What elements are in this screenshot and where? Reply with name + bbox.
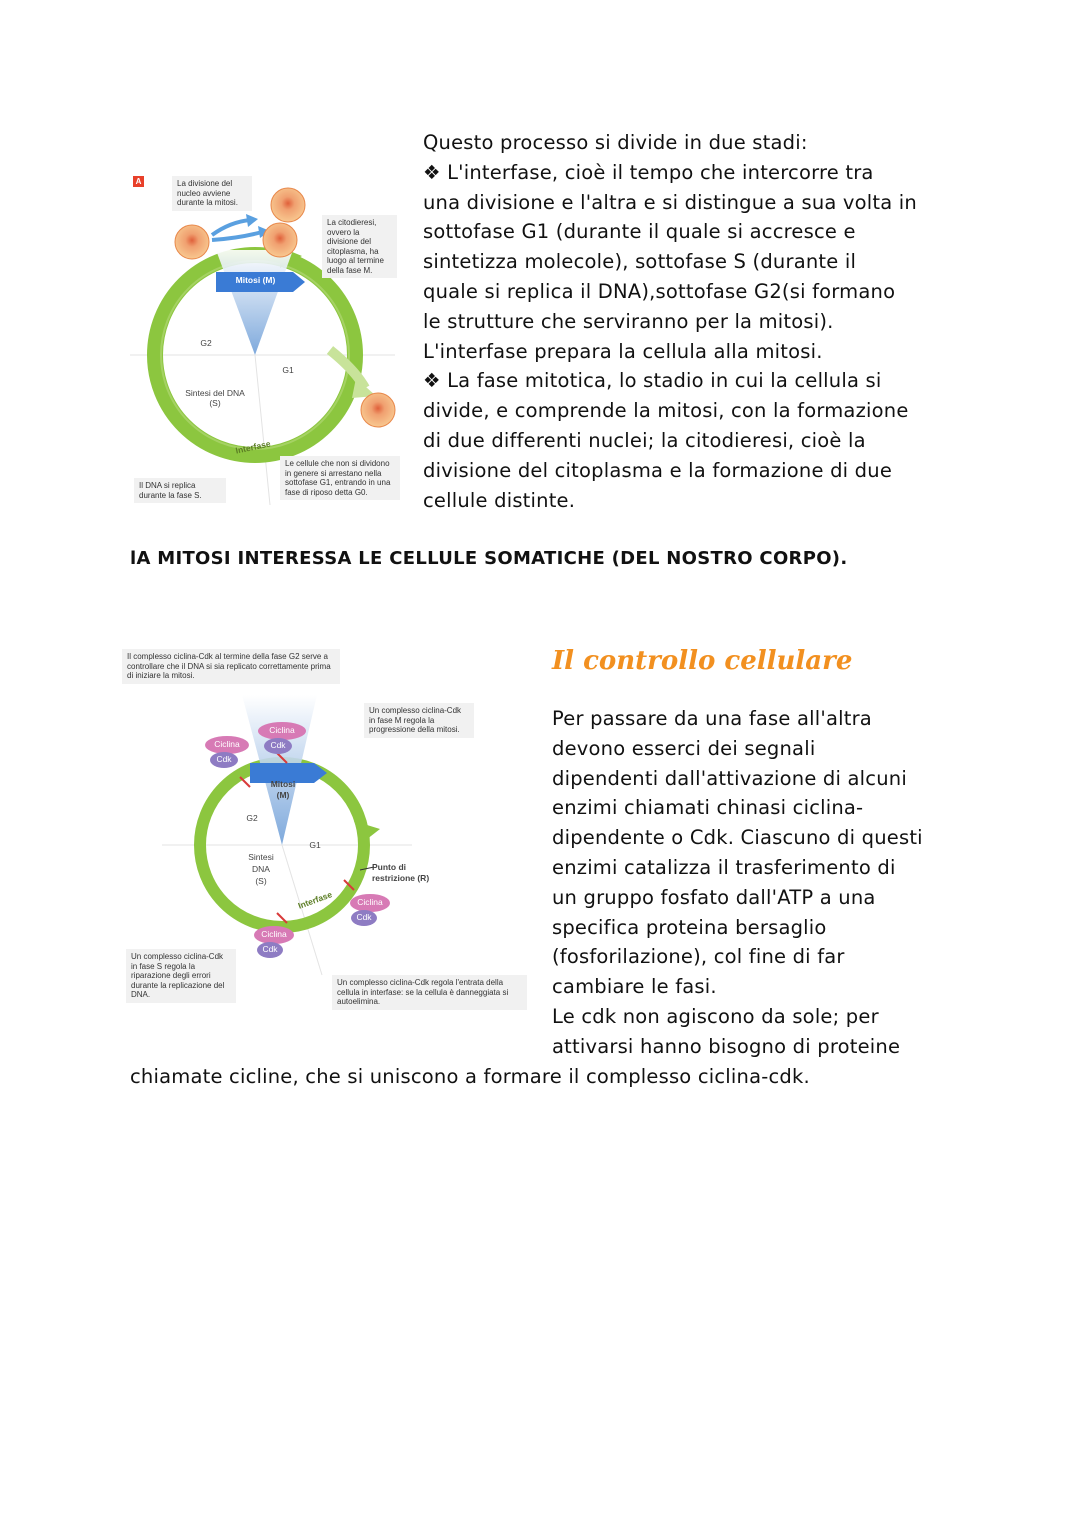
daughter-cell-1 [271, 188, 305, 222]
interphase-label: Interfase [234, 438, 272, 456]
mitosis-label: Mitosi (M) [235, 275, 276, 285]
text-line: un gruppo fosfato dall'ATP a una [552, 885, 876, 909]
somatic-cells-statement: lA MITOSI INTERESSA LE CELLULE SOMATICHE (DEL NOSTRO CORPO). [130, 548, 848, 569]
text-line: chiamate cicline, che si uniscono a formare il complesso ciclina-cdk. [130, 1065, 810, 1088]
cdk-label: Cdk [270, 740, 286, 750]
text-line: enzimi catalizza il trasferimento di [552, 855, 896, 879]
figure-a-badge: A [133, 176, 144, 187]
text-line: Le cdk non agiscono da sole; per [552, 1004, 879, 1028]
g1-label: G1 [309, 840, 321, 850]
g1-cyclin-note: Un complesso ciclina-Cdk regola l'entrata della cellula in interfase: se la cellula è danneggiata si autoelimina. [332, 975, 527, 1010]
cyclin-label: Ciclina [261, 929, 287, 939]
text-line: sottofase G1 (durante il quale si accresce e [423, 220, 856, 244]
g0-note: Le cellule che non si dividono in genere si arrestano nella sottofase G1, entrando in una fase di riposo detta G0. [280, 456, 400, 500]
restriction-point-label-2: restrizione (R) [372, 873, 430, 883]
cyclin-label: Ciclina [357, 897, 383, 907]
s-cyclin-note: Un complesso ciclina-Cdk in fase S regola la riparazione degli errori durante la replicazione del DNA. [126, 949, 236, 1003]
mitosis-m-label: (M) [276, 790, 290, 800]
mother-cell [175, 225, 209, 259]
text-line: L'interfase prepara la cellula alla mitosi. [423, 339, 823, 363]
interphase-label: Interfase [296, 889, 334, 911]
cdk-label: Cdk [356, 912, 372, 922]
section2-text [552, 704, 923, 1062]
text-line: le strutture che serviranno per la mitosi). [423, 309, 834, 333]
section2-title: Il controllo cellulare [552, 646, 853, 676]
text-line: quale si replica il DNA),sottofase G2(si formano [423, 279, 896, 303]
daughter-cell-2 [263, 223, 297, 257]
cyclin-label: Ciclina [214, 739, 240, 749]
text-line: divisione del citoplasma e la formazione di due [423, 458, 893, 482]
synthesis-label: Sintesi del DNA (S) [185, 388, 245, 408]
text-line: attivarsi hanno bisogno di proteine [552, 1034, 901, 1058]
section2-last-line [130, 1062, 810, 1092]
cytokinesis-note: La citodieresi, ovvero la divisione del citoplasma, ha luogo al termine della fase M. [322, 215, 397, 278]
figure-cyclin-cdk [122, 645, 532, 1025]
nucleus-note: La divisione del nucleo avviene durante la mitosi. [172, 176, 252, 211]
g1-label: G1 [282, 365, 294, 375]
restriction-point-label: Punto di [372, 862, 406, 872]
text-line: Questo processo si divide in due stadi: [423, 131, 808, 154]
dna-label: DNA [252, 864, 270, 874]
mitosis-label: Mitosi [270, 779, 296, 789]
text-line: ❖ La fase mitotica, lo stadio in cui la cellula si [423, 369, 882, 393]
s-label: (S) [255, 876, 267, 886]
dna-note: Il DNA si replica durante la fase S. [134, 478, 226, 503]
text-line: di due differenti nuclei; la citodieresi, cioè la [423, 428, 866, 452]
g0-cell [361, 393, 395, 427]
text-line: cellule distinte. [423, 488, 576, 512]
mitosis-wedge [216, 250, 293, 355]
text-line: specifica proteina bersaglio [552, 915, 827, 939]
text-line: dipendenti dall'attivazione di alcuni [552, 766, 907, 790]
text-line: divide, e comprende la mitosi, con la formazione [423, 399, 909, 423]
section1-text [423, 128, 917, 515]
g2-cyclin-note: Il complesso ciclina-Cdk al termine della fase G2 serve a controllare che il DNA si sia replicato correttamente prima di iniziare la mitosi. [122, 649, 340, 684]
text-line: sintetizza molecole), sottofase S (durante il [423, 250, 857, 274]
m-cyclin-note: Un complesso ciclina-Cdk in fase M regola la progressione della mitosi. [364, 703, 474, 738]
text-line: dipendente o Cdk. Ciascuno di questi [552, 826, 923, 850]
cdk-label: Cdk [262, 944, 278, 954]
g2-label: G2 [200, 338, 212, 348]
text-line: (fosforilazione), col fine di far [552, 945, 845, 969]
text-line: cambiare le fasi. [552, 975, 717, 999]
text-line: enzimi chiamati chinasi ciclina- [552, 796, 864, 820]
text-line: ❖ L'interfase, cioè il tempo che intercorre tra [423, 160, 874, 184]
cdk-label: Cdk [216, 754, 232, 764]
text-line: devono esserci dei segnali [552, 736, 816, 760]
text-line: una divisione e l'altra e si distingue a sua volta in [423, 190, 917, 214]
synthesis-label: Sintesi [248, 852, 274, 862]
cyclin-label: Ciclina [269, 725, 295, 735]
figure-cell-cycle [130, 160, 405, 515]
text-line: Per passare da una fase all'altra [552, 707, 872, 730]
g2-label: G2 [246, 813, 258, 823]
